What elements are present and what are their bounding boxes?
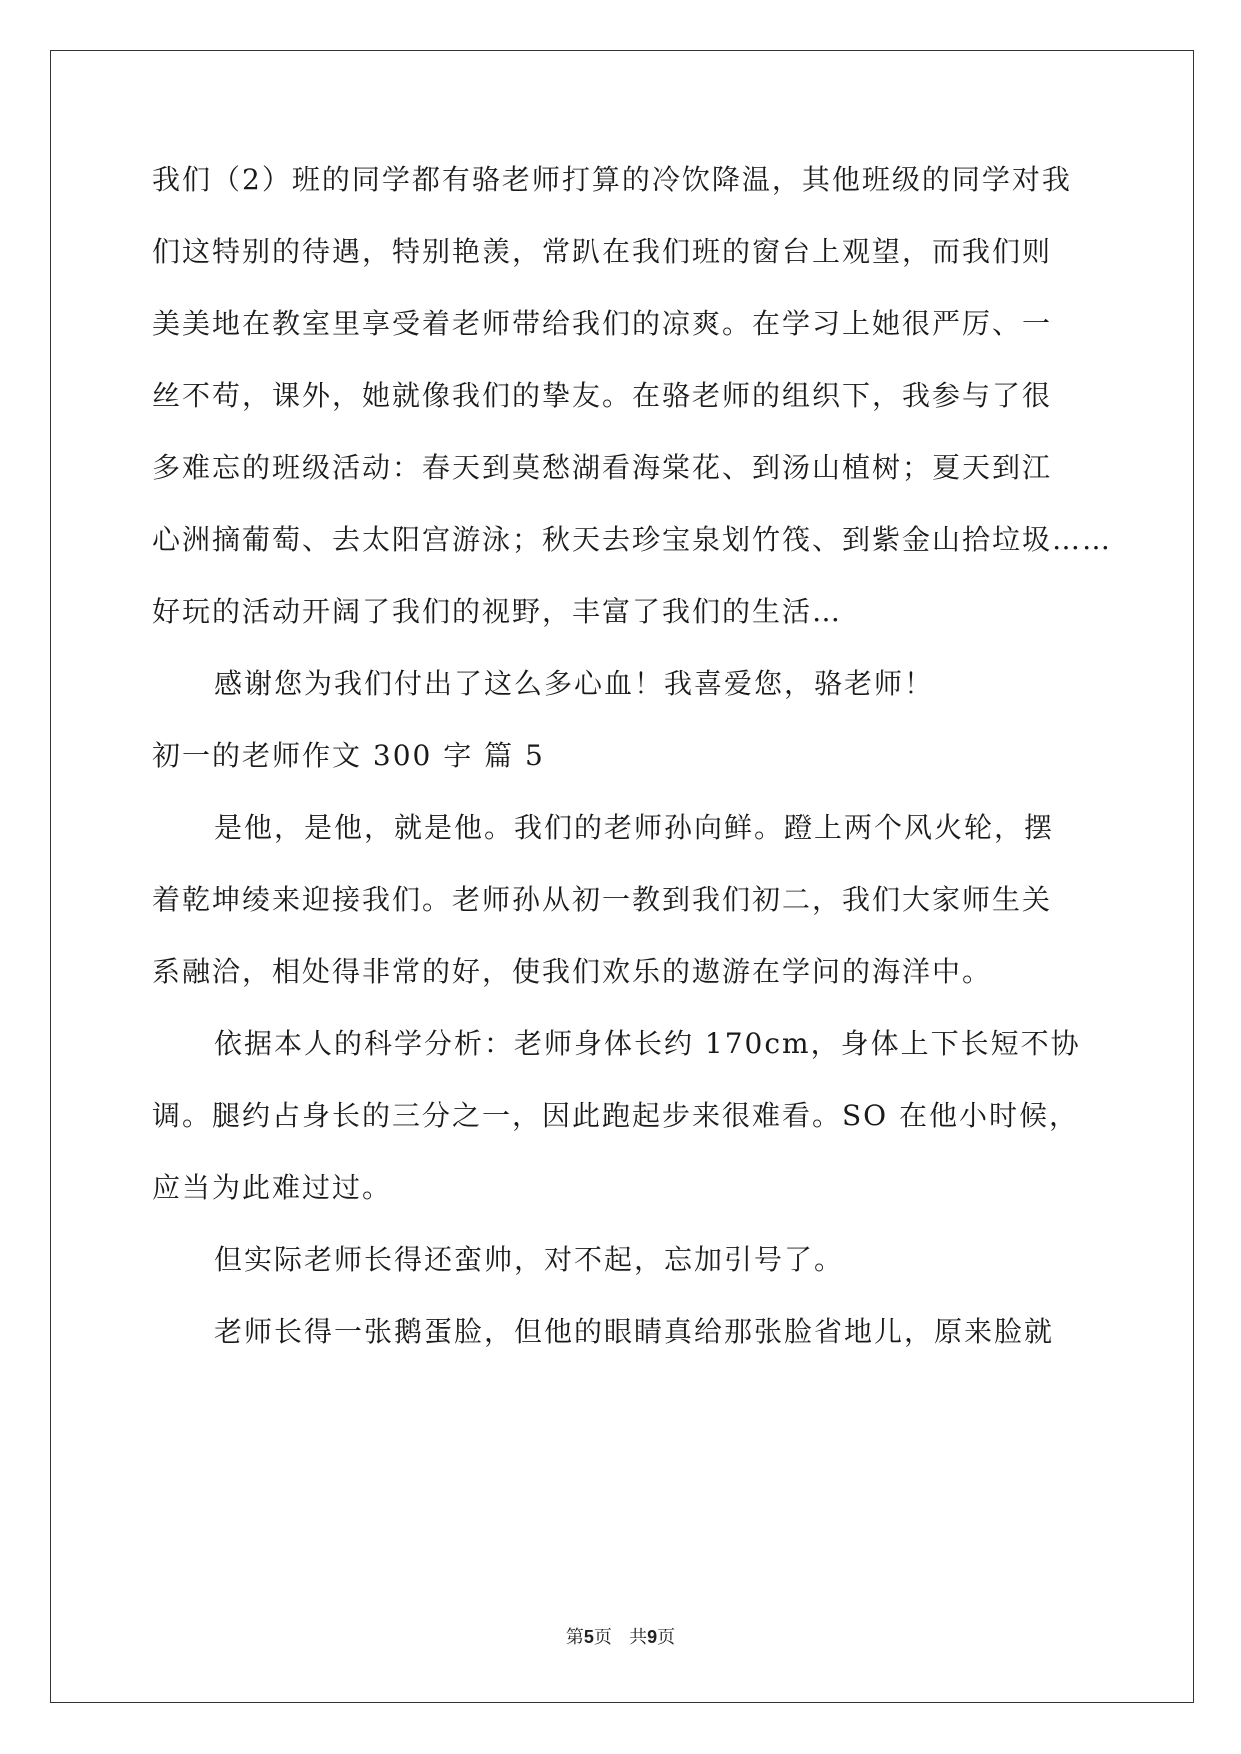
paragraph-line: 老师长得一张鹅蛋脸，但他的眼睛真给那张脸省地儿，原来脸就 — [214, 1315, 1055, 1348]
page-footer — [0, 1625, 1241, 1650]
section-heading: 初一的老师作文 300 字 篇 5 — [152, 739, 545, 772]
footer-total-pages: 9 — [647, 1627, 658, 1647]
paragraph-line: 美美地在教室里享受着老师带给我们的凉爽。在学习上她很严厉、一 — [152, 307, 1053, 340]
paragraph-line: 调。腿约占身长的三分之一，因此跑起步来很难看。SO 在他小时候， — [152, 1099, 1080, 1132]
footer-total-prefix: 共 — [629, 1627, 648, 1648]
footer-total-suffix: 页 — [657, 1627, 676, 1648]
paragraph-line: 好玩的活动开阔了我们的视野，丰富了我们的生活… — [152, 595, 843, 628]
paragraph-line: 依据本人的科学分析：老师身体长约 170cm，身体上下长短不协 — [214, 1027, 1081, 1060]
footer-page-suffix: 页 — [593, 1627, 612, 1648]
paragraph-line: 我们（2）班的同学都有骆老师打算的冷饮降温，其他班级的同学对我 — [152, 163, 1072, 196]
paragraph-line: 是他，是他，就是他。我们的老师孙向鲜。蹬上两个风火轮，摆 — [214, 811, 1055, 844]
paragraph-line: 们这特别的待遇，特别艳羡，常趴在我们班的窗台上观望，而我们则 — [152, 235, 1053, 268]
paragraph-line: 感谢您为我们付出了这么多心血！我喜爱您，骆老师！ — [214, 667, 935, 700]
paragraph-line: 心洲摘葡萄、去太阳宫游泳；秋天去珍宝泉划竹筏、到紫金山拾垃圾…… — [152, 523, 1113, 556]
paragraph-line: 应当为此难过过。 — [152, 1171, 393, 1204]
footer-page-number: 5 — [583, 1627, 594, 1647]
paragraph-line: 但实际老师长得还蛮帅，对不起，忘加引号了。 — [214, 1243, 845, 1276]
paragraph-line: 多难忘的班级活动：春天到莫愁湖看海棠花、到汤山植树；夏天到江 — [152, 451, 1053, 484]
paragraph-line: 丝不苟，课外，她就像我们的挚友。在骆老师的组织下，我参与了很 — [152, 379, 1053, 412]
footer-prefix: 第 — [565, 1627, 584, 1648]
paragraph-line: 着乾坤绫来迎接我们。老师孙从初一教到我们初二，我们大家师生关 — [152, 883, 1053, 916]
page-border — [50, 50, 1194, 1703]
paragraph-line: 系融洽，相处得非常的好，使我们欢乐的遨游在学问的海洋中。 — [152, 955, 993, 988]
